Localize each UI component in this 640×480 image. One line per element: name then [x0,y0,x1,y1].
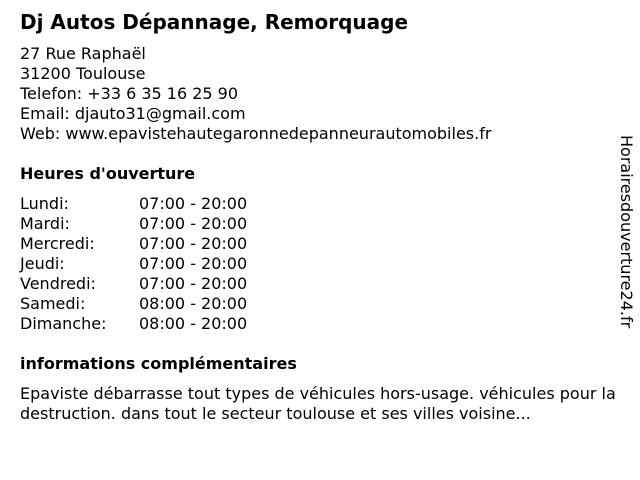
hours-row-tuesday [20,214,247,234]
city-address: 31200 Toulouse [20,64,146,83]
hours-row-monday [20,194,247,214]
time-range: 08:00 - 20:00 [139,294,248,313]
time-range: 07:00 - 20:00 [139,254,248,273]
day-label: Jeudi: [20,254,65,273]
hours-row-saturday [20,294,247,314]
time-range: 07:00 - 20:00 [139,274,248,293]
day-label: Samedi: [20,294,86,313]
time-range: 07:00 - 20:00 [139,234,248,253]
info-heading: informations complémentaires [20,354,297,373]
time-range: 07:00 - 20:00 [139,194,248,213]
phone-number: Telefon: +33 6 35 16 25 90 [20,84,239,103]
day-label: Mercredi: [20,234,95,253]
day-label: Lundi: [20,194,69,213]
day-label: Vendredi: [20,274,96,293]
email-address: Email: djauto31@gmail.com [20,104,246,123]
hours-row-thursday [20,254,247,274]
hours-row-friday [20,274,247,294]
site-watermark: Horairesdouverture24.fr [617,135,636,329]
hours-row-wednesday [20,234,247,254]
website: Web: www.epavistehautegaronnedepanneurautomobiles.fr [20,124,492,143]
opening-hours-table [20,194,247,334]
street-address: 27 Rue Raphaël [20,44,146,63]
day-label: Mardi: [20,214,70,233]
business-name: Dj Autos Dépannage, Remorquage [20,10,409,34]
hours-row-sunday [20,314,247,334]
info-description: Epaviste débarrasse tout types de véhicules hors-usage. véhicules pour la destruction. dans tout le secteur toulouse et ses villes voisine... [20,384,616,423]
day-label: Dimanche: [20,314,107,333]
time-range: 08:00 - 20:00 [139,314,248,333]
time-range: 07:00 - 20:00 [139,214,248,233]
hours-heading: Heures d'ouverture [20,164,196,183]
contact-block [20,44,491,144]
